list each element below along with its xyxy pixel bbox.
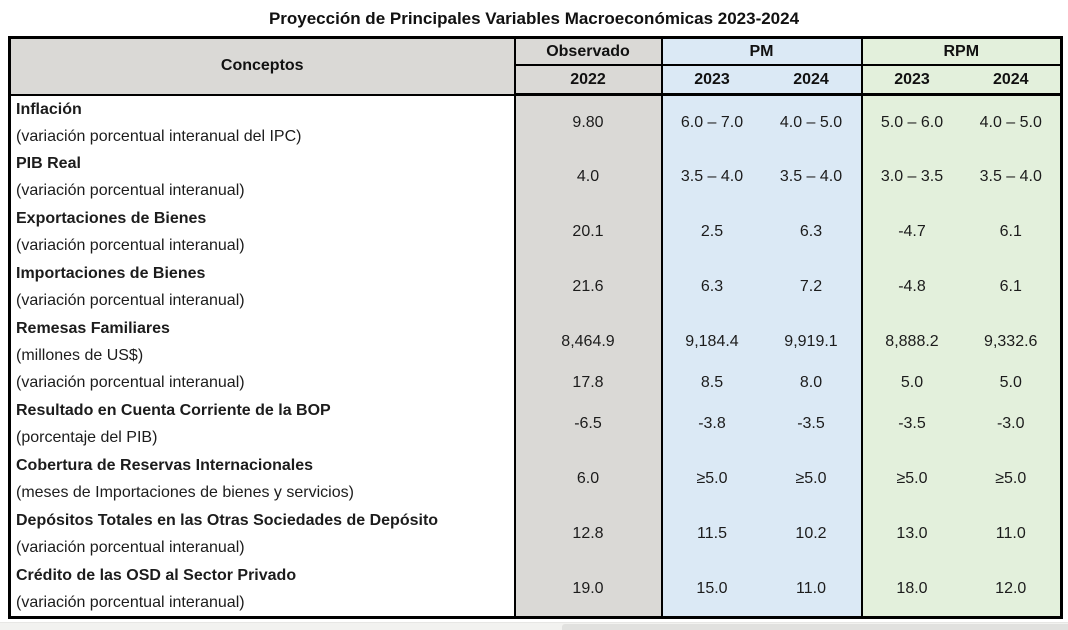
value-millones: 8,464.9 bbox=[561, 333, 615, 350]
cell-pm-2023: -3.8 bbox=[662, 397, 762, 452]
cell-pm-2024: 4.0 – 5.0 bbox=[762, 95, 862, 150]
row-reservas-internacionales bbox=[10, 452, 1062, 507]
cell-rpm-2023 bbox=[862, 315, 962, 397]
concept-note: (variación porcentual interanual) bbox=[16, 539, 245, 556]
cell-pm-2023: 15.0 bbox=[662, 562, 762, 618]
cell-observado-2022: 21.6 bbox=[515, 260, 662, 315]
cell-rpm-2024 bbox=[962, 315, 1062, 397]
cell-pm-2023: 11.5 bbox=[662, 507, 762, 562]
cell-pm-2023: ≥5.0 bbox=[662, 452, 762, 507]
macro-projections-table bbox=[8, 36, 1063, 619]
cell-pm-2024 bbox=[762, 315, 862, 397]
cell-pm-2023 bbox=[662, 315, 762, 397]
cell-pm-2024: -3.5 bbox=[762, 397, 862, 452]
cell-rpm-2024: 4.0 – 5.0 bbox=[962, 95, 1062, 150]
value-millones: 8,888.2 bbox=[885, 333, 939, 350]
cell-pm-2023: 6.3 bbox=[662, 260, 762, 315]
cell-rpm-2024: ≥5.0 bbox=[962, 452, 1062, 507]
value-millones: 9,919.1 bbox=[784, 333, 838, 350]
header-group-row bbox=[10, 38, 1062, 66]
value-variacion: 17.8 bbox=[572, 373, 604, 391]
value-variacion: 5.0 bbox=[999, 373, 1022, 391]
concept-name: Resultado en Cuenta Corriente de la BOP bbox=[16, 402, 331, 419]
cell-pm-2023: 6.0 – 7.0 bbox=[662, 95, 762, 150]
row-credito-osd bbox=[10, 562, 1062, 618]
concept-cell bbox=[10, 562, 515, 618]
concept-name: Inflación bbox=[16, 100, 82, 118]
cell-pm-2024: 3.5 – 4.0 bbox=[762, 150, 862, 205]
header-pm: PM bbox=[662, 38, 862, 66]
header-year-pm-2024: 2024 bbox=[762, 65, 862, 95]
cell-observado-2022: -6.5 bbox=[515, 397, 662, 452]
concept-note: (porcentaje del PIB) bbox=[16, 429, 158, 446]
cell-rpm-2023: 18.0 bbox=[862, 562, 962, 618]
cell-rpm-2023: -4.7 bbox=[862, 205, 962, 260]
value-millones: 9,332.6 bbox=[984, 333, 1038, 350]
cell-observado-2022: 20.1 bbox=[515, 205, 662, 260]
concept-cell bbox=[10, 507, 515, 562]
concept-note: (variación porcentual interanual) bbox=[16, 292, 245, 309]
row-cuenta-corriente bbox=[10, 397, 1062, 452]
cell-pm-2024: 7.2 bbox=[762, 260, 862, 315]
cell-observado-2022: 12.8 bbox=[515, 507, 662, 562]
row-depositos bbox=[10, 507, 1062, 562]
header-observado: Observado bbox=[515, 38, 662, 66]
concept-name: Exportaciones de Bienes bbox=[16, 210, 207, 227]
cell-rpm-2024: -3.0 bbox=[962, 397, 1062, 452]
concept-name: PIB Real bbox=[16, 155, 81, 172]
concept-cell bbox=[10, 95, 515, 150]
concept-name: Depósitos Totales en las Otras Sociedades de Depósito bbox=[16, 512, 439, 529]
concept-name: Remesas Familiares bbox=[16, 320, 170, 337]
header-rpm: RPM bbox=[862, 38, 1062, 66]
concept-cell bbox=[10, 260, 515, 315]
header-year-pm-2023: 2023 bbox=[662, 65, 762, 95]
header-year-rpm-2023: 2023 bbox=[862, 65, 962, 95]
concept-cell bbox=[10, 315, 515, 397]
cell-pm-2024: 6.3 bbox=[762, 205, 862, 260]
cell-observado-2022: 6.0 bbox=[515, 452, 662, 507]
cell-rpm-2024: 6.1 bbox=[962, 260, 1062, 315]
value-millones: 9,184.4 bbox=[685, 333, 739, 350]
concept-note: (millones de US$) bbox=[16, 347, 144, 364]
concept-name: Cobertura de Reservas Internacionales bbox=[16, 457, 314, 474]
cell-pm-2023: 3.5 – 4.0 bbox=[662, 150, 762, 205]
row-exportaciones bbox=[10, 205, 1062, 260]
value-variacion: 8.5 bbox=[700, 373, 724, 391]
horizontal-scrollbar-track[interactable] bbox=[0, 622, 1068, 630]
concept-cell bbox=[10, 205, 515, 260]
concept-note: (variación porcentual interanual) bbox=[16, 593, 245, 611]
header-conceptos: Conceptos bbox=[10, 38, 515, 95]
cell-pm-2023: 2.5 bbox=[662, 205, 762, 260]
cell-observado-2022 bbox=[515, 315, 662, 397]
cell-rpm-2024: 6.1 bbox=[962, 205, 1062, 260]
cell-rpm-2024: 12.0 bbox=[962, 562, 1062, 618]
table-title: Proyección de Principales Variables Macroeconómicas 2023-2024 bbox=[268, 9, 800, 28]
concept-cell bbox=[10, 397, 515, 452]
concept-note: (variación porcentual interanual) bbox=[16, 182, 245, 199]
value-variacion: 5.0 bbox=[900, 373, 924, 391]
cell-rpm-2024: 3.5 – 4.0 bbox=[962, 150, 1062, 205]
cell-rpm-2023: -3.5 bbox=[862, 397, 962, 452]
horizontal-scrollbar-thumb[interactable] bbox=[562, 624, 1068, 630]
concept-name: Importaciones de Bienes bbox=[16, 265, 206, 282]
row-inflacion bbox=[10, 95, 1062, 150]
cell-rpm-2023: 3.0 – 3.5 bbox=[862, 150, 962, 205]
cell-observado-2022: 9.80 bbox=[515, 95, 662, 150]
header-year-observado-2022: 2022 bbox=[515, 65, 662, 95]
cell-pm-2024: 10.2 bbox=[762, 507, 862, 562]
cell-pm-2024: ≥5.0 bbox=[762, 452, 862, 507]
concept-note: (variación porcentual interanual del IPC) bbox=[16, 127, 302, 145]
header-year-rpm-2024: 2024 bbox=[962, 65, 1062, 95]
concept-note-2: (variación porcentual interanual) bbox=[16, 374, 245, 391]
concept-note: (meses de Importaciones de bienes y servicios) bbox=[16, 484, 354, 501]
cell-pm-2024: 11.0 bbox=[762, 562, 862, 618]
cell-observado-2022: 4.0 bbox=[515, 150, 662, 205]
cell-observado-2022: 19.0 bbox=[515, 562, 662, 618]
concept-note: (variación porcentual interanual) bbox=[16, 237, 245, 254]
cell-rpm-2023: -4.8 bbox=[862, 260, 962, 315]
cell-rpm-2023: 13.0 bbox=[862, 507, 962, 562]
concept-cell bbox=[10, 150, 515, 205]
cell-rpm-2024: 11.0 bbox=[962, 507, 1062, 562]
cell-rpm-2023: 5.0 – 6.0 bbox=[862, 95, 962, 150]
row-importaciones bbox=[10, 260, 1062, 315]
row-remesas bbox=[10, 315, 1062, 397]
value-variacion: 8.0 bbox=[799, 373, 823, 391]
cell-rpm-2023: ≥5.0 bbox=[862, 452, 962, 507]
concept-name: Crédito de las OSD al Sector Privado bbox=[16, 566, 297, 584]
row-pib-real bbox=[10, 150, 1062, 205]
concept-cell bbox=[10, 452, 515, 507]
